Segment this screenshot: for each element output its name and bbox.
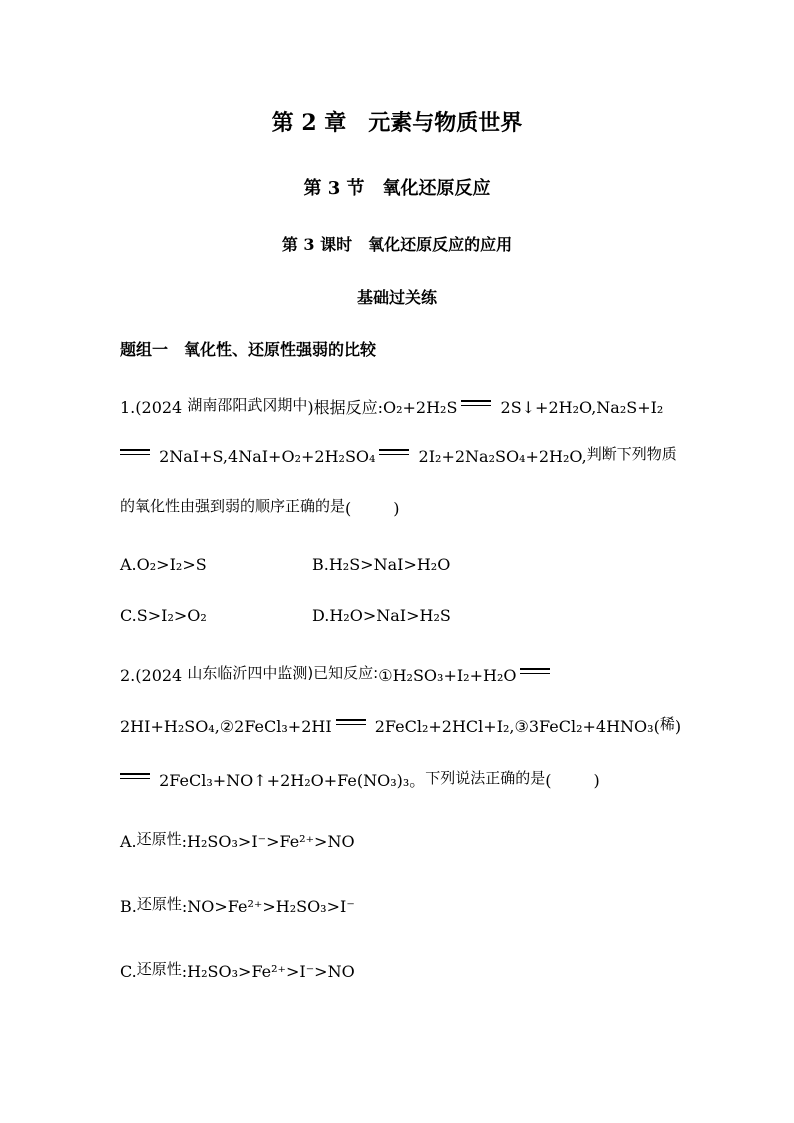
q1-judge: 判断下列物质 <box>586 445 677 463</box>
q1-stem-end: 的氧化性由强到弱的顺序正确的是 <box>120 497 346 515</box>
equals-sign <box>461 400 491 408</box>
level-title: 基础过关练 <box>356 288 437 307</box>
q1-option-a: A.O₂>I₂>S <box>120 555 207 574</box>
section-title: 第 3 节 氧化还原反应 <box>303 178 491 199</box>
q2-reaction-1: ①H₂SO₃+I₂+H₂O <box>378 666 517 685</box>
q1-line-3 <box>120 498 400 519</box>
q2-option-a-value: :H₂SO₃>I⁻>Fe²⁺>NO <box>181 832 355 851</box>
q2-option-c-label: C. <box>120 962 137 981</box>
q1-line-2 <box>120 446 677 467</box>
q2-stem-end: 下列说法正确的是 <box>425 769 546 787</box>
q2-reaction-1-rhs: 2HI+H₂SO₄,②2FeCl₃+2HI <box>120 717 332 736</box>
group-title: 题组一 氧化性、还原性强弱的比较 <box>120 340 377 359</box>
q1-source: 湖南邵阳武冈期中 <box>187 396 308 414</box>
answer-paren-close: ) <box>393 499 400 518</box>
q1-reaction-2: 2NaI+S,4NaI+O₂+2H₂SO₄ <box>154 447 376 466</box>
q1-line-1 <box>120 395 663 418</box>
q2-option-c-word: 还原性 <box>136 960 182 978</box>
q2-option-b-value: :NO>Fe²⁺>H₂SO₃>I⁻ <box>181 897 355 916</box>
q2-number: 2.(2024 <box>120 666 188 685</box>
q2-option-c-value: :H₂SO₃>Fe²⁺>I⁻>NO <box>181 962 355 981</box>
q2-option-b-word: 还原性 <box>136 895 182 913</box>
q1-option-b: B.H₂S>NaI>H₂O <box>312 555 451 574</box>
q2-dilute: 稀 <box>659 715 675 733</box>
q2-dilute-close: ) <box>674 717 682 736</box>
q2-source: 山东临沂四中监测 <box>187 664 308 682</box>
equals-sign <box>520 668 550 676</box>
answer-paren-open: ( <box>545 771 552 790</box>
equals-sign <box>120 773 150 781</box>
lesson-title: 第 3 课时 氧化还原反应的应用 <box>281 235 513 254</box>
q2-line-3 <box>120 768 600 791</box>
q1-option-d: D.H₂O>NaI>H₂S <box>312 606 451 625</box>
q2-intro: )已知反应: <box>307 664 379 682</box>
q2-option-a <box>120 831 355 852</box>
q2-option-a-word: 还原性 <box>136 830 182 848</box>
q2-reaction-2-rhs: 2FeCl₂+2HCl+I₂,③3FeCl₂+4HNO₃( <box>369 717 660 736</box>
q2-line-1 <box>120 665 554 686</box>
chapter-title: 第 2 章 元素与物质世界 <box>271 110 523 136</box>
answer-paren-open: ( <box>345 499 352 518</box>
q1-reaction-3: 2I₂+2Na₂SO₄+2H₂O, <box>413 447 587 466</box>
q1-option-c: C.S>I₂>O₂ <box>120 606 207 625</box>
q1-number: 1.(2024 <box>120 398 188 417</box>
q2-option-a-label: A. <box>120 832 137 851</box>
equals-sign <box>336 719 366 727</box>
q2-option-b-label: B. <box>120 897 137 916</box>
answer-paren-close: ) <box>593 771 600 790</box>
q1-intro: )根据反应: <box>307 398 383 417</box>
q2-option-c <box>120 961 355 982</box>
q2-line-2 <box>120 716 681 737</box>
equals-sign <box>120 449 150 457</box>
q1-reaction-1-lhs: O₂+2H₂S <box>382 398 458 417</box>
q1-reaction-1-rhs: 2S↓+2H₂O,Na₂S+I₂ <box>495 398 664 417</box>
equals-sign <box>379 449 409 457</box>
q2-option-b <box>120 896 355 917</box>
q2-reaction-3-rhs: 2FeCl₃+NO↑+2H₂O+Fe(NO₃)₃。 <box>154 771 426 790</box>
